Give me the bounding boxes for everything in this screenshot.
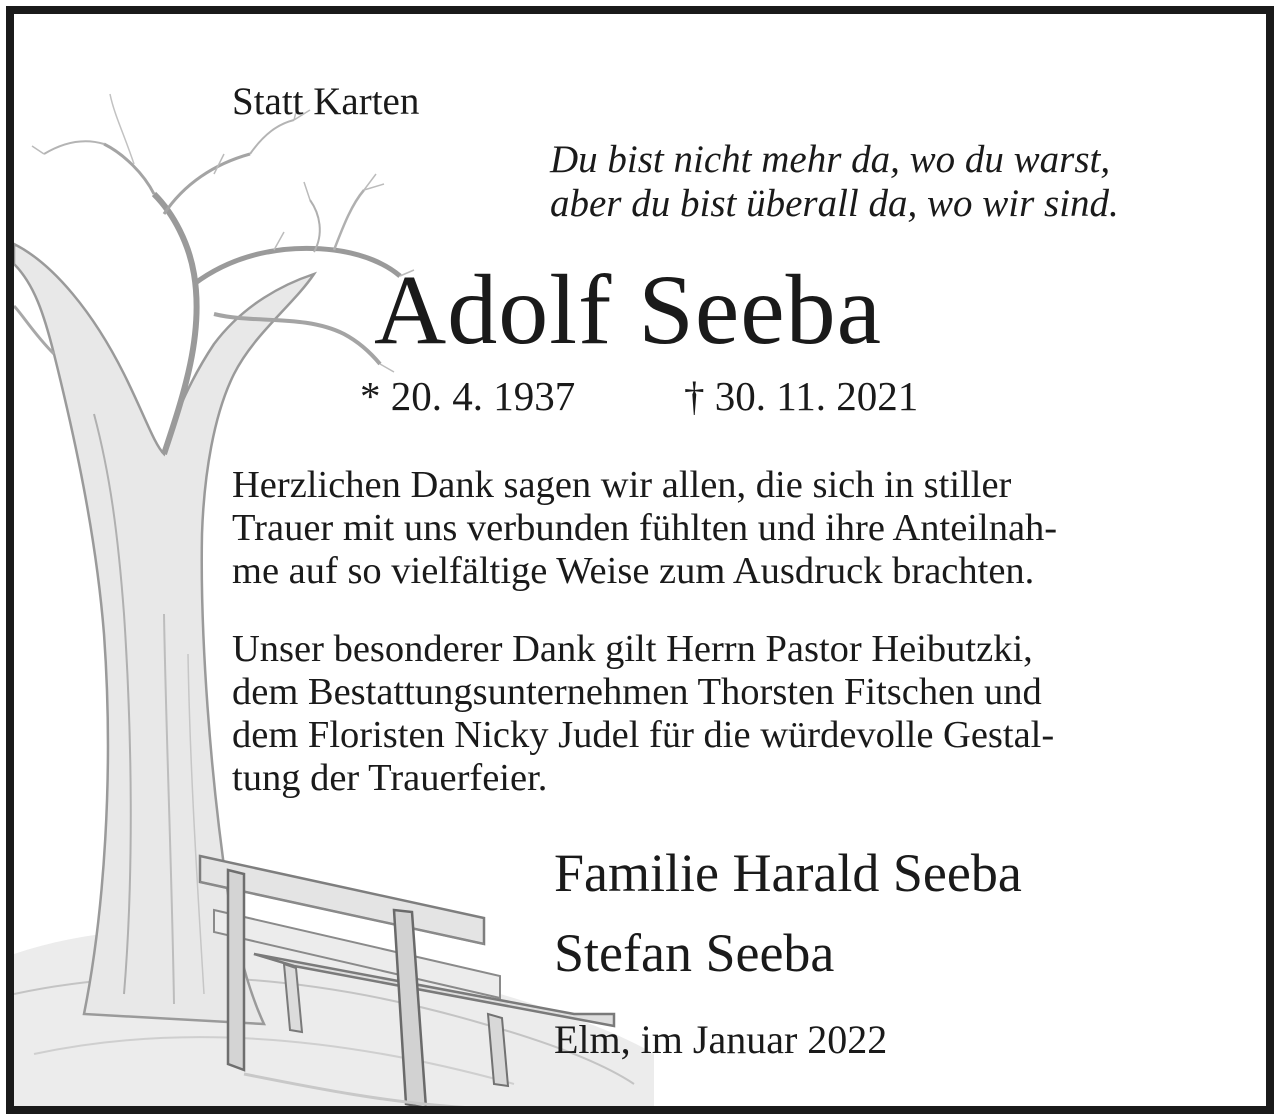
paragraph-line: Trauer mit uns verbunden fühlten und ihre Anteilnah- <box>232 507 1058 549</box>
paragraph-line: Unser besonderer Dank gilt Herrn Pastor Heibutzki, <box>232 628 1033 670</box>
header-label: Statt Karten <box>232 80 420 123</box>
paragraph-line: me auf so vielfältige Weise zum Ausdruck brachten. <box>232 550 1035 592</box>
death-date: † 30. 11. 2021 <box>684 373 919 419</box>
place-and-date: Elm, im Januar 2022 <box>554 1017 888 1062</box>
motto-line: Du bist nicht mehr da, wo du warst, <box>550 138 1111 181</box>
paragraph-line <box>232 464 1198 507</box>
motto-quote <box>550 138 1119 226</box>
obituary-notice <box>6 6 1274 1114</box>
line-text: Herzlichen Dank sagen wir allen, die sich in stiller <box>232 464 1012 506</box>
birth-date: * 20. 4. 1937 <box>360 373 576 419</box>
motto-line: aber du bist überall da, wo wir sind. <box>550 182 1119 225</box>
paragraph-line: dem Bestattungsunternehmen Thorsten Fitschen und <box>232 671 1042 713</box>
signature-name: Stefan Seeba <box>554 923 835 983</box>
thanks-paragraph <box>232 464 1198 593</box>
paragraph-line: tung der Trauerfeier. <box>232 757 548 799</box>
signature-family: Familie Harald Seeba <box>554 843 1022 903</box>
special-thanks-paragraph <box>232 628 1198 800</box>
deceased-name: Adolf Seeba <box>374 254 883 365</box>
paragraph-line: dem Floristen Nicky Judel für die würdevolle Gestal- <box>232 714 1055 756</box>
